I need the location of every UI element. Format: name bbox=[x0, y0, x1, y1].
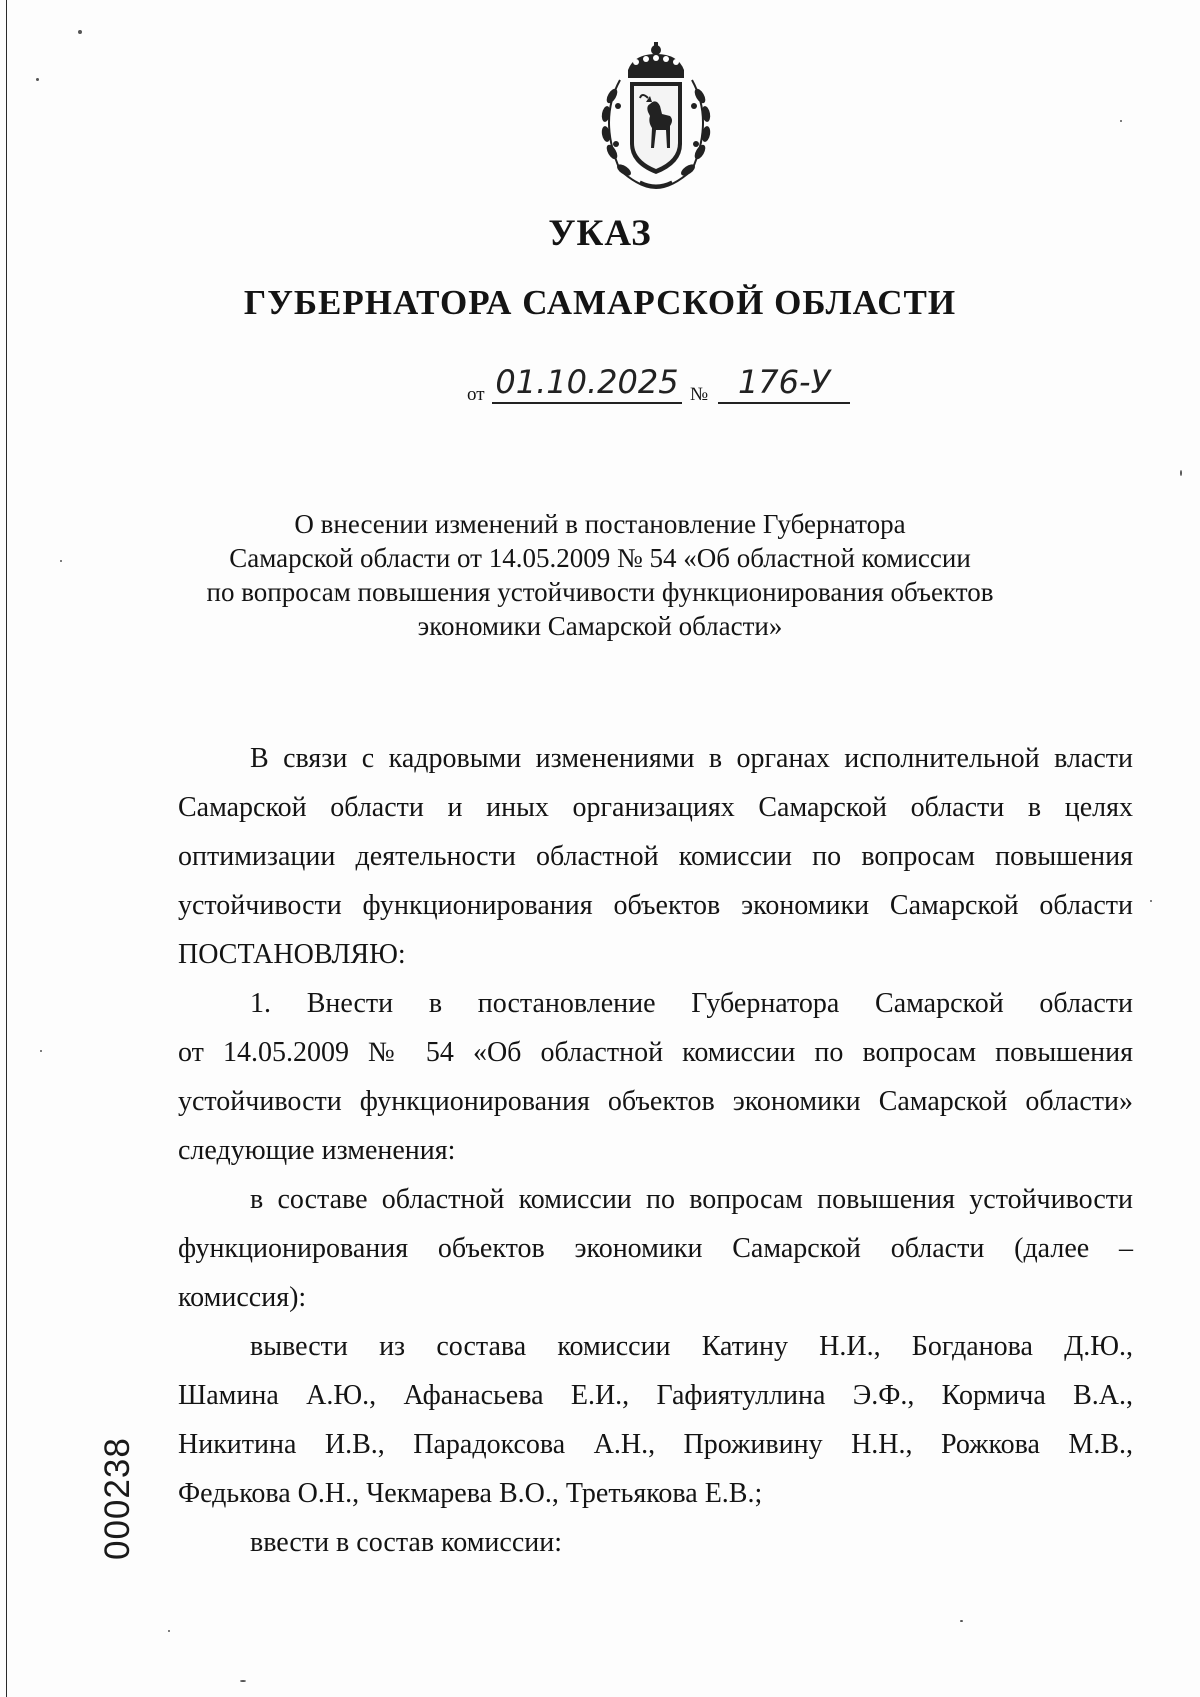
scan-speck bbox=[78, 30, 82, 34]
handwritten-date: 01.10.2025 bbox=[492, 362, 682, 404]
text-line: функционирования объектов экономики Самарской области (далее – bbox=[178, 1233, 1133, 1264]
text-line: вывести из состава комиссии Катину Н.И., Богданова Д.Ю., bbox=[250, 1331, 1133, 1362]
scan-speck bbox=[36, 78, 39, 81]
text-line: от 14.05.2009 № 54 «Об областной комиссии по вопросам повышения bbox=[178, 1037, 1133, 1068]
paragraph-add-members bbox=[178, 1518, 1133, 1567]
scan-speck bbox=[60, 560, 62, 562]
scan-speck bbox=[168, 1630, 170, 1632]
text-line: Шамина А.Ю., Афанасьева Е.И., Гафиятуллина Э.Ф., Кормича В.А., bbox=[178, 1380, 1133, 1411]
side-stamp-number: 000238 bbox=[98, 1437, 137, 1560]
text-line: Федькова О.Н., Чекмарева В.О., Третьякова Е.В.; bbox=[178, 1478, 763, 1509]
subject-line: О внесении изменений в постановление Губернатора bbox=[294, 509, 906, 539]
text-line: ПОСТАНОВЛЯЮ: bbox=[178, 939, 406, 970]
scan-speck bbox=[1180, 470, 1182, 476]
subject-line: экономики Самарской области» bbox=[417, 611, 783, 641]
scan-speck bbox=[960, 1620, 963, 1622]
decree-subject bbox=[180, 507, 1020, 643]
decree-body bbox=[178, 734, 1133, 1567]
paragraph-item-1 bbox=[178, 979, 1133, 1175]
text-line: 1. Внести в постановление Губернатора Самарской области bbox=[250, 988, 1133, 1019]
handwritten-number: 176-У bbox=[718, 362, 850, 404]
paragraph-composition bbox=[178, 1175, 1133, 1322]
date-label: от bbox=[467, 384, 485, 405]
scan-speck bbox=[240, 1680, 246, 1682]
decree-title: УКАЗ bbox=[548, 213, 652, 254]
text-line: комиссия): bbox=[178, 1282, 307, 1313]
subject-line: Самарской области от 14.05.2009 № 54 «Об областной комиссии bbox=[229, 543, 971, 573]
text-line: Самарской области и иных организациях Самарской области в целях bbox=[178, 792, 1133, 823]
scan-speck bbox=[1150, 900, 1152, 902]
text-line: ввести в состав комиссии: bbox=[250, 1527, 563, 1558]
text-line: В связи с кадровыми изменениями в органах исполнительной власти bbox=[250, 743, 1133, 774]
number-label: № bbox=[690, 384, 709, 405]
paragraph-remove-members bbox=[178, 1322, 1133, 1518]
scan-speck bbox=[1120, 120, 1122, 122]
paragraph-preamble bbox=[178, 734, 1133, 979]
text-line: следующие изменения: bbox=[178, 1135, 456, 1166]
text-line: устойчивости функционирования объектов экономики Самарской области» bbox=[178, 1086, 1133, 1117]
text-line: оптимизации деятельности областной комиссии по вопросам повышения bbox=[178, 841, 1133, 872]
registration-line bbox=[0, 362, 1200, 408]
text-line: в составе областной комиссии по вопросам повышения устойчивости bbox=[250, 1184, 1133, 1215]
scan-speck bbox=[40, 1050, 42, 1052]
text-line: устойчивости функционирования объектов экономики Самарской области bbox=[178, 890, 1133, 921]
text-line: Никитина И.В., Парадоксова А.Н., Проживину Н.Н., Рожкова М.В., bbox=[178, 1429, 1133, 1460]
coat-of-arms-emblem bbox=[590, 40, 722, 192]
decree-issuer: ГУБЕРНАТОРА САМАРСКОЙ ОБЛАСТИ bbox=[243, 283, 957, 322]
subject-line: по вопросам повышения устойчивости функционирования объектов bbox=[206, 577, 994, 607]
